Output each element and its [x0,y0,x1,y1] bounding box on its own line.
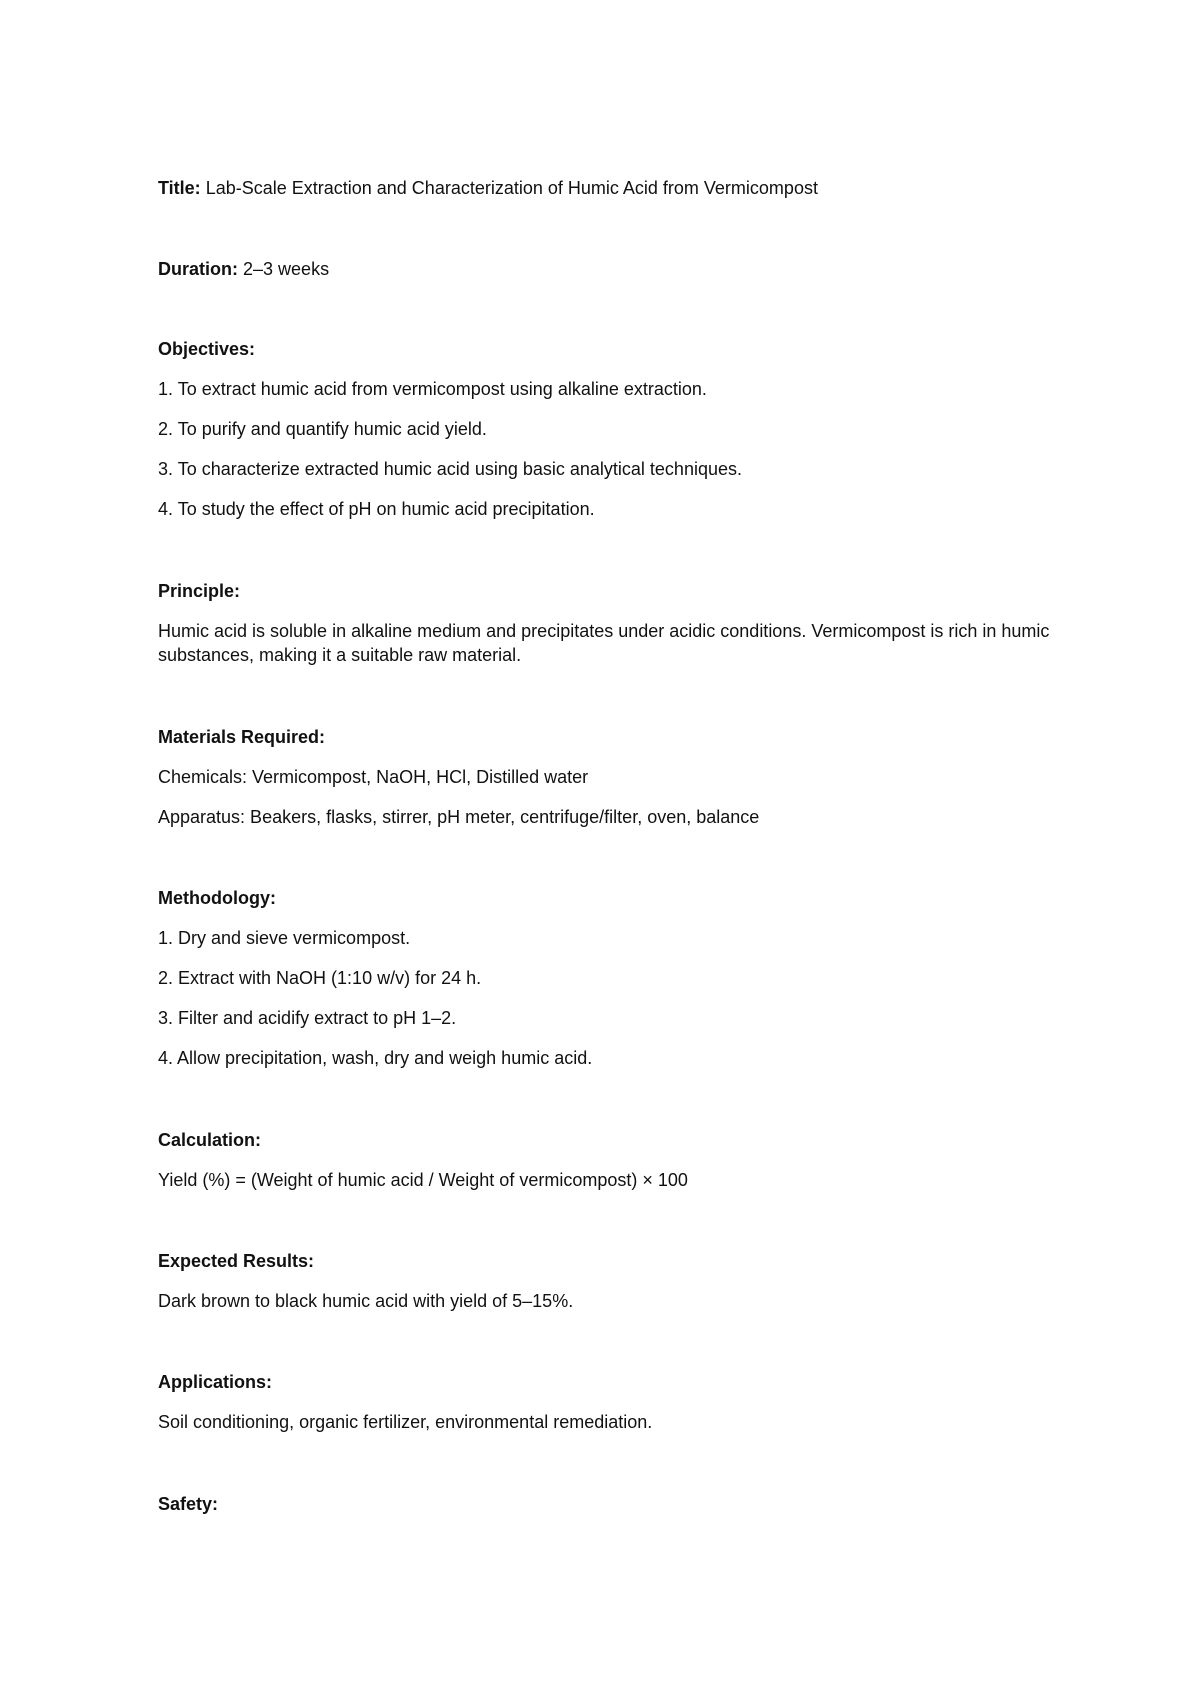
duration-line [158,257,329,281]
title-label: Title: [158,178,201,198]
objective-item: 4. To study the effect of pH on humic acid precipitation. [158,499,595,519]
applications-heading: Applications: [158,1372,273,1392]
objective-item: 3. To characterize extracted humic acid using basic analytical techniques. [158,459,742,479]
methodology-item: 1. Dry and sieve vermicompost. [158,928,411,948]
safety-heading: Safety: [158,1494,219,1514]
materials-apparatus: Apparatus: Beakers, flasks, stirrer, pH meter, centrifuge/filter, oven, balance [158,807,760,827]
materials-chemicals: Chemicals: Vermicompost, NaOH, HCl, Distilled water [158,767,589,787]
expected-results-heading: Expected Results: [158,1251,315,1271]
objective-item: 1. To extract humic acid from vermicompost using alkaline extraction. [158,379,707,399]
methodology-item: 2. Extract with NaOH (1:10 w/v) for 24 h. [158,968,482,988]
duration-label: Duration: [158,259,238,279]
applications-text: Soil conditioning, organic fertilizer, environmental remediation. [158,1412,653,1432]
principle-heading: Principle: [158,581,241,601]
expected-results-text: Dark brown to black humic acid with yield of 5–15%. [158,1291,574,1311]
objective-item: 2. To purify and quantify humic acid yield. [158,419,487,439]
calculation-heading: Calculation: [158,1130,262,1150]
calculation-formula: Yield (%) = (Weight of humic acid / Weight of vermicompost) × 100 [158,1170,688,1190]
methodology-item: 3. Filter and acidify extract to pH 1–2. [158,1008,457,1028]
title-line [158,176,818,200]
title-text: Lab-Scale Extraction and Characterization of Humic Acid from Vermicompost [205,178,818,198]
materials-heading: Materials Required: [158,727,326,747]
methodology-item: 4. Allow precipitation, wash, dry and weigh humic acid. [158,1048,593,1068]
duration-text: 2–3 weeks [243,259,330,279]
methodology-heading: Methodology: [158,888,276,908]
objectives-heading: Objectives: [158,339,256,359]
principle-text: Humic acid is soluble in alkaline medium and precipitates under acidic conditions. Vermicompost is rich in humic substances, making it a suitable raw material. [158,621,1050,665]
